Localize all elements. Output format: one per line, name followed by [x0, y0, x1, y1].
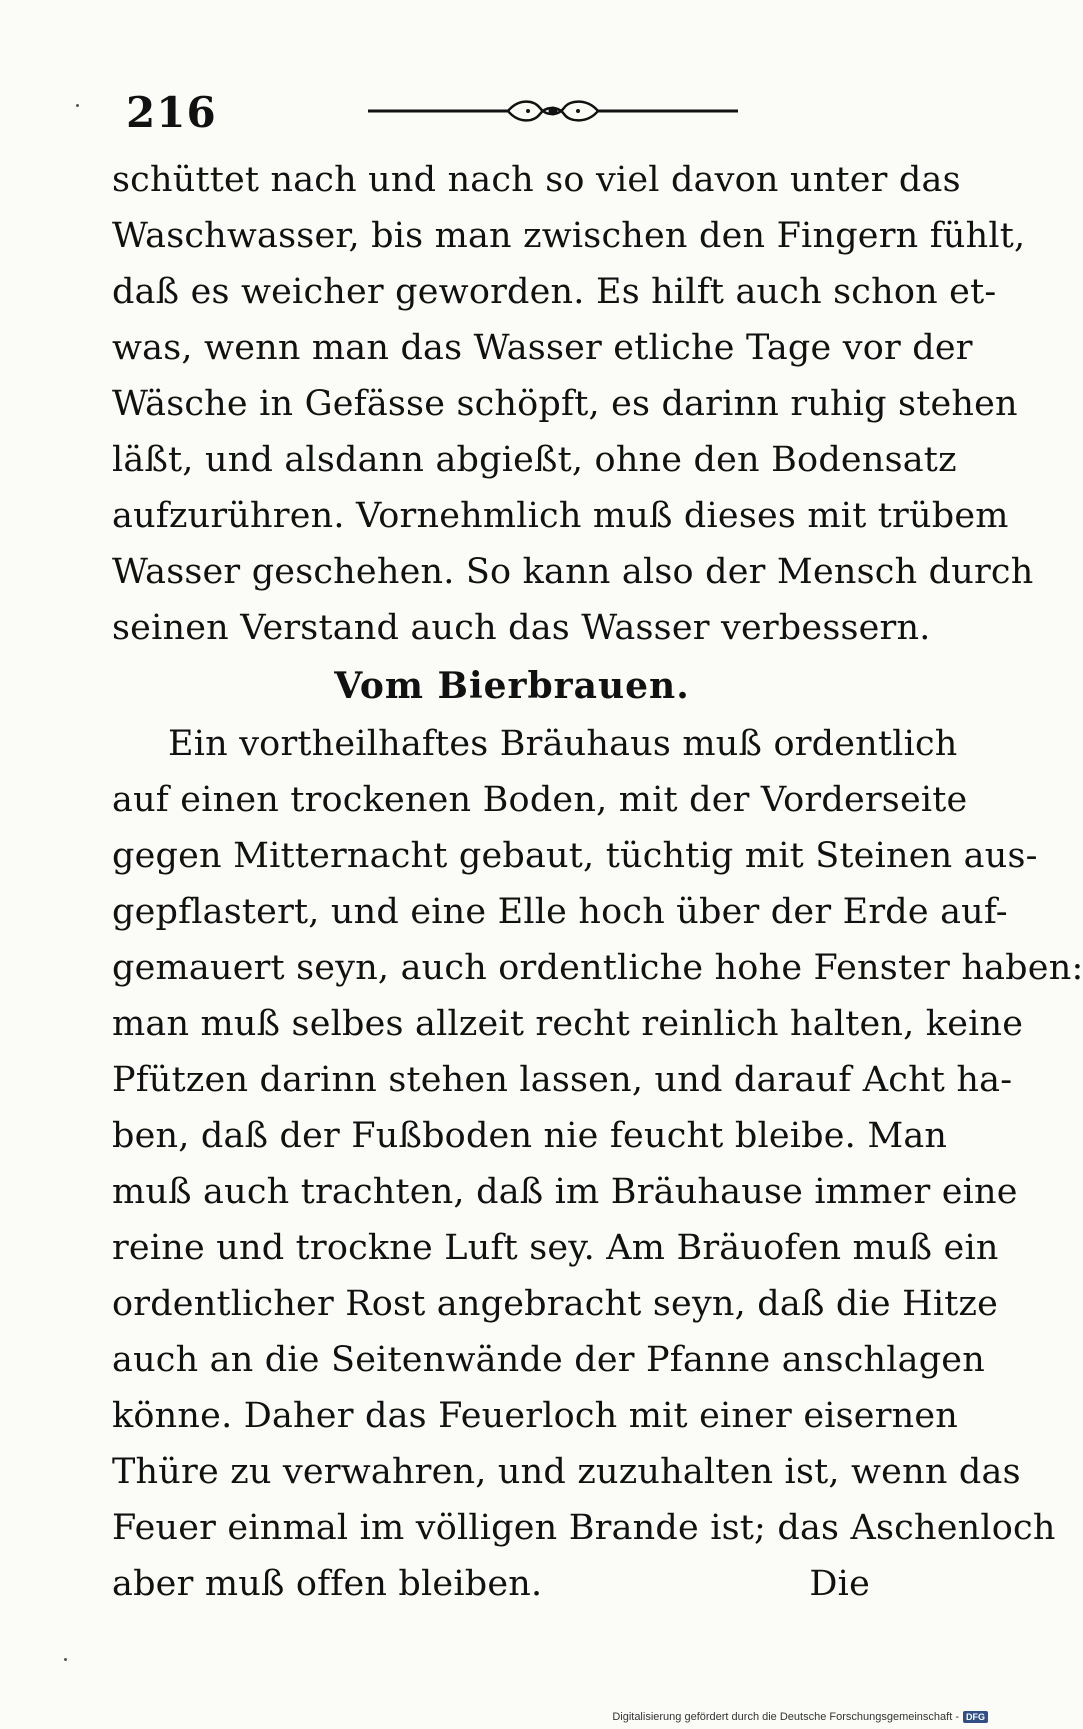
text-line: Feuer einmal im völligen Brande ist; das Aschenloch: [112, 1508, 1056, 1548]
text-line: Wasser geschehen. So kann also der Mensch durch: [112, 552, 1034, 592]
page-number: 216: [126, 88, 217, 137]
text-line: Ein vortheilhaftes Bräuhaus muß ordentlich: [168, 724, 958, 764]
page-header: [118, 84, 908, 138]
margin-speck: [64, 1658, 67, 1661]
paragraph-1: [112, 152, 1034, 656]
main-text: [112, 152, 1083, 1612]
text-line: auf einen trockenen Boden, mit der Vorderseite: [112, 780, 968, 820]
margin-speck: [76, 104, 79, 107]
text-line: daß es weicher geworden. Es hilft auch schon et-: [112, 272, 997, 312]
final-line: [112, 1556, 912, 1612]
text-line: aufzurühren. Vornehmlich muß dieses mit trübem: [112, 496, 1009, 536]
text-line: muß auch trachten, daß im Bräuhause immer eine: [112, 1172, 1018, 1212]
text-line: läßt, und alsdann abgießt, ohne den Bodensatz: [112, 440, 957, 480]
text-line: könne. Daher das Feuerloch mit einer eisernen: [112, 1396, 959, 1436]
section-heading: Vom Bierbrauen.: [334, 665, 690, 707]
text-line: schüttet nach und nach so viel davon unter das: [112, 160, 961, 200]
text-line: Waschwasser, bis man zwischen den Fingern fühlt,: [112, 216, 1026, 256]
text-line: seinen Verstand auch das Wasser verbessern.: [112, 608, 931, 648]
text-line: Thüre zu verwahren, und zuzuhalten ist, wenn das: [112, 1452, 1021, 1492]
credit-text: Digitalisierung gefördert durch die Deutsche Forschungsgemeinschaft -: [612, 1711, 959, 1723]
paragraph-2: [112, 716, 1083, 1612]
header-ornament: [368, 94, 738, 128]
text-line: gemauert seyn, auch ordentliche hohe Fenster haben:: [112, 948, 1083, 988]
dfg-logo: DFG: [963, 1711, 988, 1723]
text-line: was, wenn man das Wasser etliche Tage vor der: [112, 328, 973, 368]
text-line: Wäsche in Gefässe schöpft, es darinn ruhig stehen: [112, 384, 1018, 424]
text-line: gepflastert, und eine Elle hoch über der Erde auf-: [112, 892, 1008, 932]
final-line-text: aber muß offen bleiben.: [112, 1564, 543, 1604]
text-line: auch an die Seitenwände der Pfanne anschlagen: [112, 1340, 985, 1380]
text-line: ben, daß der Fußboden nie feucht bleibe. Man: [112, 1116, 948, 1156]
text-line: man muß selbes allzeit recht reinlich halten, keine: [112, 1004, 1024, 1044]
catchword: Die: [809, 1564, 870, 1604]
digitization-credit: [612, 1711, 988, 1723]
text-line: gegen Mitternacht gebaut, tüchtig mit Steinen aus-: [112, 836, 1038, 876]
text-line: reine und trockne Luft sey. Am Bräuofen muß ein: [112, 1228, 999, 1268]
text-line: ordentlicher Rost angebracht seyn, daß die Hitze: [112, 1284, 999, 1324]
text-line: Pfützen darinn stehen lassen, und darauf Acht ha-: [112, 1060, 1013, 1100]
